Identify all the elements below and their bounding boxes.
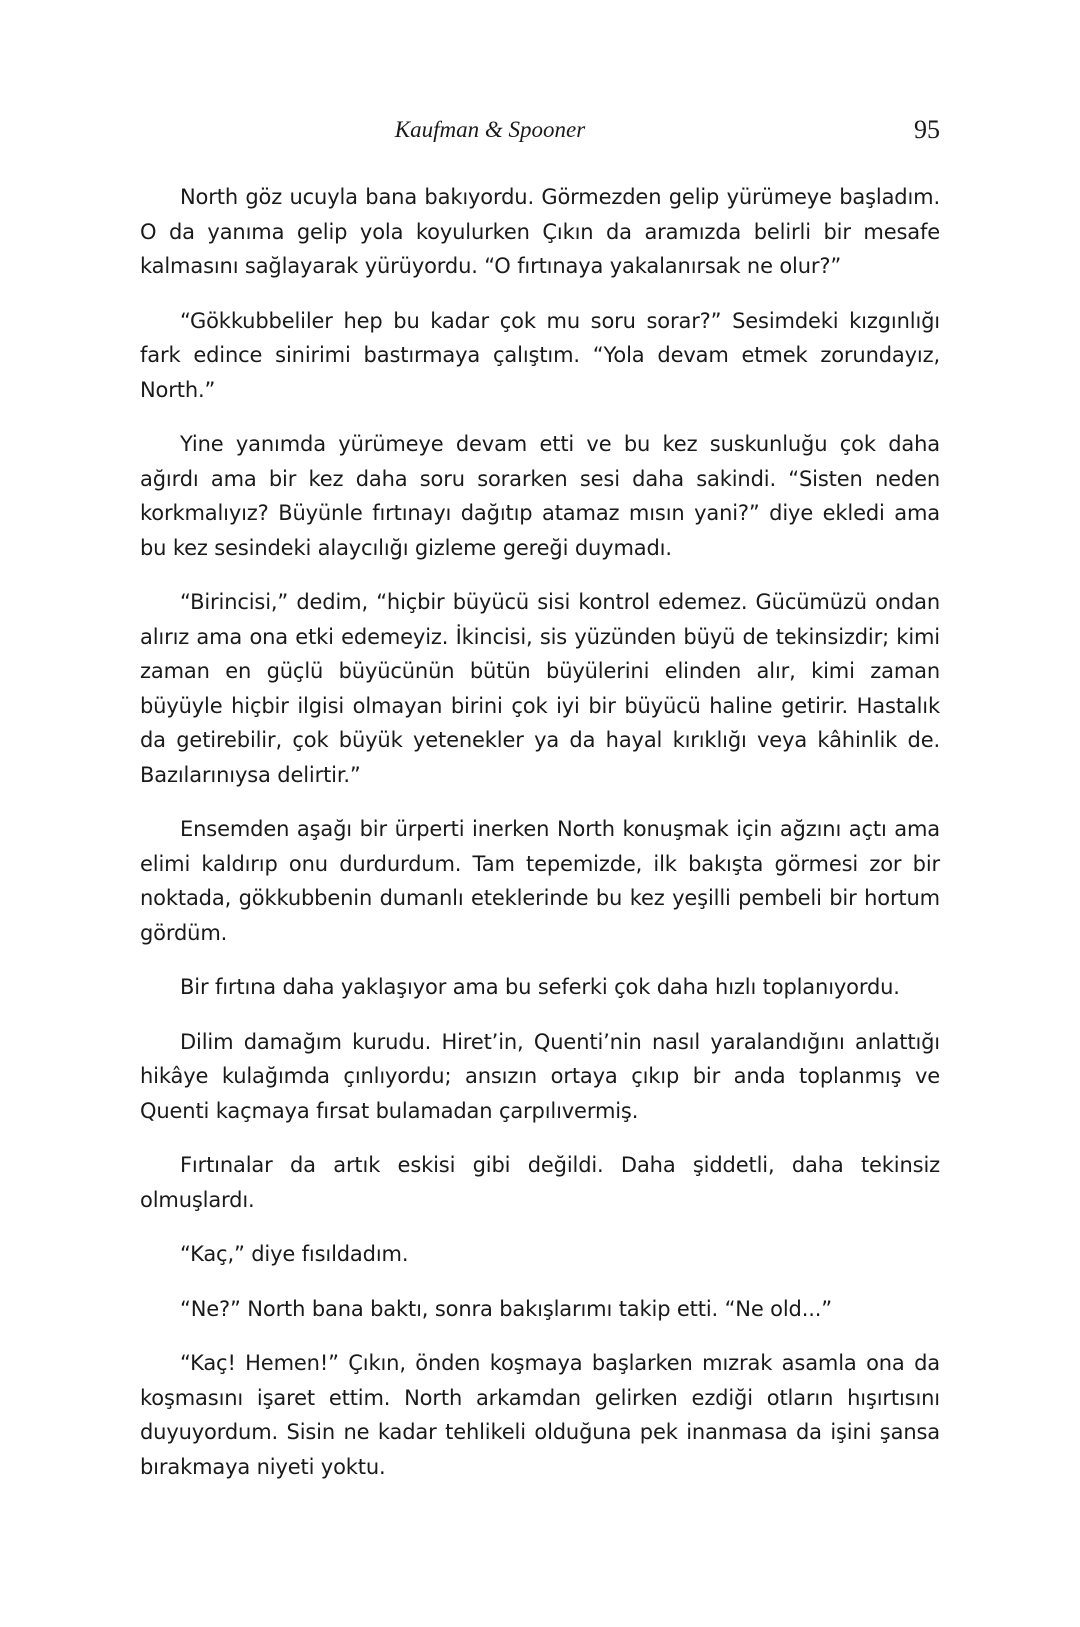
paragraph-3: Yine yanımda yürümeye devam etti ve bu kez suskunluğu çok daha ağırdı ama bir kez daha soru sorarken sesi daha sakindi. “Sisten neden korkmalıyız? Büyünle fırtınayı dağıtıp atamaz mısın yani?” diye ekledi ama bu kez sesindeki alaycılığı gizleme gereği duymadı. [140,432,940,560]
running-head [140,114,940,154]
paragraph-5: Ensemden aşağı bir ürperti inerken North konuşmak için ağzını açtı ama elimi kaldırıp onu durdurdum. Tam tepemizde, ilk bakışta görmesi zor bir noktada, gökkubbenin dumanlı eteklerinde bu kez yeşilli pembeli bir hortum gördüm. [140,817,940,945]
paragraph-1: North göz ucuyla bana bakıyordu. Görmezden gelip yürümeye başladım. O da yanıma gelip yola koyulurken Çıkın da aramızda belirli bir mesafe kalmasını sağlayarak yürüyordu. “O fırtınaya yakalanırsak ne olur?” [140,185,940,278]
body-text [140,180,940,1504]
paragraph-8: Fırtınalar da artık eskisi gibi değildi. Daha şiddetli, daha tekinsiz olmuşlardı. [140,1153,940,1212]
paragraph-11: “Kaç! Hemen!” Çıkın, önden koşmaya başlarken mızrak asamla ona da koşmasını işaret ettim. North arkamdan gelirken ezdiği otların hışırtısını duyuyordum. Sisin ne kadar tehlikeli olduğuna pek inanmasa da işini şansa bırakmaya niyeti yoktu. [140,1351,940,1479]
paragraph-4: “Birincisi,” dedim, “hiçbir büyücü sisi kontrol edemez. Gücümüzü ondan alırız ama ona etki edemeyiz. İkincisi, sis yüzünden büyü de tekinsizdir; kimi zaman en güçlü büyücünün bütün büyülerini elinden alır, kimi zaman büyüyle hiçbir ilgisi olmayan birini çok iyi bir büyücü haline getirir. Hastalık da getirebilir, çok büyük yetenekler ya da hayal kırıklığı veya kâhinlik de. Bazılarınıysa delirtir.” [140,590,940,787]
paragraph-9: “Kaç,” diye fısıldadım. [180,1242,409,1266]
running-title: Kaufman & Spooner [394,117,586,142]
page-number: 95 [914,115,940,144]
paragraph-10: “Ne?” North bana baktı, sonra bakışlarımı takip etti. “Ne old...” [180,1296,833,1321]
paragraph-6: Bir fırtına daha yaklaşıyor ama bu seferki çok daha hızlı toplanıyordu. [180,975,900,999]
paragraph-2: “Gökkubbeliler hep bu kadar çok mu soru sorar?” Sesimdeki kızgınlığı fark edince sinirimi bastırmaya çalıştım. “Yola devam etmek zorundayız, North.” [140,308,940,402]
paragraph-7: Dilim damağım kurudu. Hiret’in, Quenti’nin nasıl yaralandığını anlattığı hikâye kulağımda çınlıyordu; ansızın ortaya çıkıp bir anda toplanmış ve Quenti kaçmaya fırsat bulamadan çarpılıvermiş. [140,1029,940,1123]
